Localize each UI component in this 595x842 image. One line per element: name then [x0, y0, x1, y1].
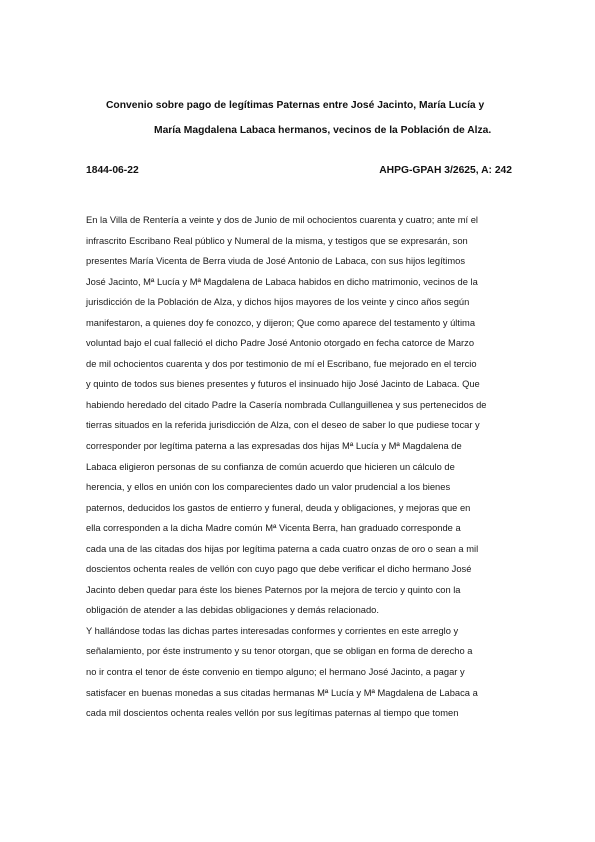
document-date: 1844-06-22 [86, 165, 139, 176]
archive-reference: AHPG-GPAH 3/2625, A: 242 [379, 165, 512, 176]
body-line: habiendo heredado del citado Padre la Casería nombrada Cullanguillenea y sus pertenecidos de [86, 399, 487, 410]
body-line: José Jacinto, Mª Lucía y Mª Magdalena de Labaca habidos en dicho matrimonio, vecinos de la [86, 276, 478, 287]
body-line: presentes María Vicenta de Berra viuda de José Antonio de Labaca, con sus hijos legítimos [86, 256, 465, 267]
body-line: infrascrito Escribano Real público y Numeral de la misma, y testigos que se expresarán, son [86, 235, 468, 246]
body-line: herencia, y ellos en unión con los comparecientes dado un valor prudencial a los bienes [86, 482, 451, 493]
title-line-2: María Magdalena Labaca hermanos, vecinos de la Población de Alza. [154, 125, 492, 136]
body-line: tierras situados en la referida jurisdicción de Alza, con el deseo de saber lo que pudiese tocar y [86, 420, 480, 431]
body-line: En la Villa de Rentería a veinte y dos de Junio de mil ochocientos cuarenta y cuatro; ante mí el [86, 215, 478, 225]
body-line: manifestaron, a quienes doy fe conozco, y dijeron; Que como aparece del testamento y última [86, 317, 476, 328]
body-line: cada mil doscientos ochenta reales vellón por sus legítimas paternas al tiempo que tomen [86, 708, 459, 719]
body-line: corresponder por legítima paterna a las expresadas dos hijas Mª Lucía y Mª Magdalena de [86, 441, 462, 452]
body-line: satisfacer en buenas monedas a sus citadas hermanas Mª Lucía y Mª Magdalena de Labaca a [86, 687, 478, 698]
body-line: no ir contra el tenor de éste convenio en tiempo alguno; el hermano José Jacinto, a pagar y [86, 667, 465, 678]
body-line: paternos, deducidos los gastos de entierro y funeral, deuda y obligaciones, y mejoras que en [86, 502, 471, 513]
title-line-1: Convenio sobre pago de legítimas Paternas entre José Jacinto, María Lucía y [106, 100, 485, 111]
document-body [86, 210, 514, 724]
body-line: de mil ochocientos cuarenta y dos por testimonio de mí el Escribano, fue mejorado en el tercio [86, 358, 477, 369]
body-line: ella corresponden a la dicha Madre común Mª Vicenta Berra, han graduado corresponde a [86, 523, 461, 534]
body-line: y quinto de todos sus bienes presentes y futuros el insinuado hijo José Jacinto de Labaca. Que [86, 379, 480, 390]
body-line: voluntad bajo el cual falleció el dicho Padre José Antonio otorgado en fecha catorce de Marzo [86, 338, 475, 349]
body-line: cada una de las citadas dos hijas por legítima paterna a cada cuatro onzas de oro o sean a mil [86, 543, 479, 554]
body-line: jurisdicción de la Población de Alza, y dichos hijos mayores de los veinte y cinco años según [86, 297, 470, 308]
body-line: Jacinto deben quedar para éste los bienes Paternos por la mejora de tercio y quinto con la [86, 584, 461, 595]
body-line: Y hallándose todas las dichas partes interesadas conformes y corrientes en este arreglo y [86, 625, 459, 636]
body-line: señalamiento, por éste instrumento y su tenor otorgan, que se obligan en forma de derecho a [86, 646, 473, 657]
body-line: doscientos ochenta reales de vellón con cuyo pago que debe verificar el dicho hermano José [86, 564, 472, 575]
body-line: obligación de atender a las debidas obligaciones y demás relacionado. [86, 605, 379, 616]
body-line: Labaca eligieron personas de su confianza de común acuerdo que hicieren un cálculo de [86, 461, 455, 472]
document-title [86, 93, 516, 143]
